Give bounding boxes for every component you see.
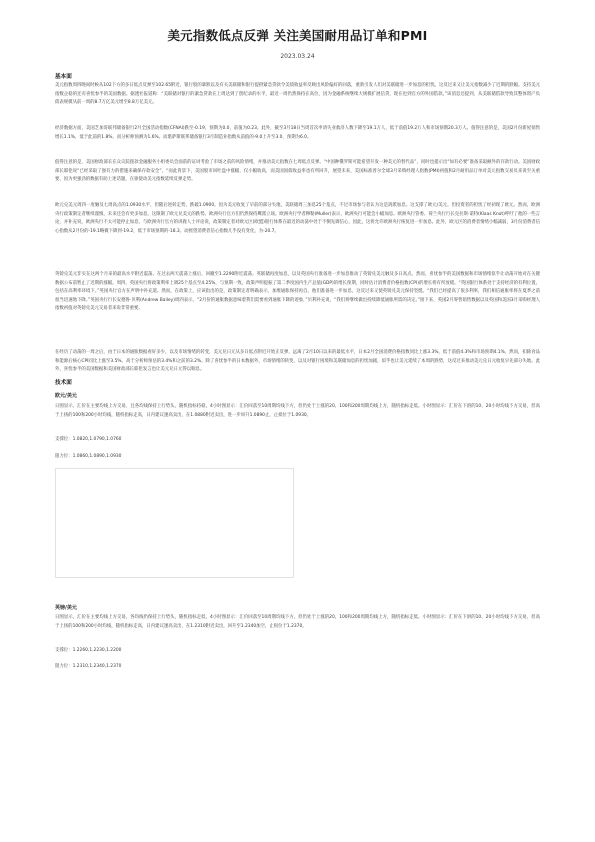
gbpusd-support-values: 1.2260,1.2230,1.2200 [72, 648, 122, 653]
eurusd-chart-placeholder [55, 468, 294, 578]
eurusd-resistance [55, 453, 121, 459]
eurusd-support-label: 支撑位： [55, 437, 73, 442]
technicals-heading: 技术面 [55, 380, 72, 386]
eurusd-description: 日图显示，汇价在主要均线上方交易，且各均线保持上行势头，随机指标持稳，4小时图显示：汇价回落至10周期均线下方，但仍处于上涨的20、100和200周期均线上方，随机指标走低。小时图显示：汇价在下滑的10、20小时均线下方交易，但高于上扬的100和200小时均线，随机指标走高，日内建议逢高卖出，在1.0880附近卖出，进一步回升1.0890止，止损位于1.0930。 [55, 404, 540, 418]
page-title: 美元指数低点反弹 关注美国耐用品订单和PMI [167, 28, 428, 43]
fundamentals-paragraph-4: 欧元兑美元周四一度触及七周高点的1.0930水平，但随后逆转走势，跌破1.0900。因为美元收复了早前的部分失地，美联储周三加息25个基点，不过市场参与者认为这是鸽派加息。这支撑了欧元/美元。但投资者的担忧了经初现了欧元。然而，欧洲央行政策制定者继续谨慎，未来还会有更多加息，这限制了欧元兑美元的跌势。欧洲央行官方们仍然保持鹰派立场。欧洲央行学者穆勒(Muller)表示，欧洲央行可能会小幅加息。欧洲央行管委、荷兰央行行长克拉斯·诺特(Klaas Knot)呼吁了他的一些言论，并补充说，欧洲央行不太可能停止加息，与欧洲央行官方的讲鹿人士评论说，政策制定者对欧元区(欧盟)银行体系在最近的动荡中处于不倒先调信心，因此，这将允许欧洲央行恢复进一步加息。此外，欧元区的消费者情绪小幅减弱，3月份消费者信心指数从2月份的-19.1略微下降到-19.2，低于市场预期的-18.3。动摇望消费者信心指数几乎没有变化，为-20.7。 [55, 203, 540, 234]
publish-date: 2023.03.24 [280, 53, 315, 60]
gbpusd-support-label: 支撑位： [55, 648, 73, 653]
gbpusd-resistance-values: 1.2310,1.2340,1.2370 [72, 664, 122, 669]
gbpusd-heading: 英镑/美元 [55, 605, 77, 611]
gbpusd-support [55, 647, 121, 653]
fundamentals-paragraph-2: 经济数据方面，美国芝加哥联邦储备银行2月全国活动指数(CFNAI)跌至-0.19，预期为0.0，前值为0.23。此外，截至3月18日当周首次申请失业救济人数下降至19.1万人，低于前值19.2万人和市场预期20.3万人。值得注意的是，美国2月份新屋销售增长1.1%，低于此前的1.8%，而分析师预测为1.6%。而堪萨斯联邦储备银行3月制造业指数从前值的-9.0上升至3.0，预期为6.0。 [55, 126, 540, 140]
eurusd-resistance-values: 1.0860,1.0890,1.0930 [72, 454, 122, 459]
eurusd-support [55, 436, 121, 442]
fundamentals-paragraph-1: 美元指数周四晚间时候从102下方的多日低点反弹至102.65附近，银行股的暴跌以及有关美联储和银行提供紧急贷款令美债收益率反映出风险偏好的回落，重新引发人们对美联储进一步加息的担忧。这反过来又让美元指数减少了近期的跌幅。支持美元指数企稳的还有喜忧参半的美国数据。据透社报道称：“美联储对银行的紧急贷款在上周达到了创纪录的水平，最近一周仍然保持在高位，因为金融系统继续大规模扩展信贷，现在也到官方的外国借款。”该消息还提到，从美联储借款导致其整体资产负债表规模从前一周的8.7万亿美元增至8.8万亿美元。 [55, 83, 540, 106]
eurusd-heading: 欧元/美元 [55, 393, 77, 399]
fundamentals-heading: 基本面 [55, 74, 72, 80]
gbpusd-description: 日图显示，汇价在主要均线上方交易，各均线仍保持上行势头，随机指标走低，4小时图显示：汇价回落至10周期均线下方，但仍处于上涨的20、100和200周期均线上方，随机指标走低。小时图显示：汇价在下滑的10、20小时均线下方交易，但高于上扬的100和200小时均线，随机指标走高，日内建议逢高卖出，在1.2310附近卖出，回升至1.2340加空，止损位于1.2370。 [55, 615, 540, 629]
fundamentals-paragraph-3: 值得注意的是，美国财政部长在众议院拨款金融服务小组委员会面前的证词考验了市场之前的风险情绪，并推动美元指数在七周低点反弹。“中国种俄罗斯可能希望开发一种美元的替代品”，同时也提示出“如有必要”准备采取额外的存款行动。美国财政部长耶伦说“已经采取了强有力的措施来确保存款安全”，“而此背景下，美国股市回吐盘中涨幅，仅小幅收高，而美国国债收益率也有所回升，展望未来，美国标准普尔全球3月采购经理人指数(PMI)初值和2月耐用品订单对美元指数交易员来说至关重要，因为更强劲的数据有助上述话题，在驱使动美元指数延续反弹走势。 [55, 160, 540, 183]
gbpusd-resistance [55, 663, 121, 669]
eurusd-resistance-label: 阻力位： [55, 454, 73, 459]
fundamentals-paragraph-6: 在经历了动荡的一周之后，由于日本的通胀数据看好多少，以及市场情绪的转变，美元兑日元从多日低点附近开始正反弹，远离了2月10日以来的最低水平，日本2月全国消费价格指数同比上涨3.3%，低于前值4.3%和市场预期4.1%，然而，扣除食品和能源后核心CPI同比上涨至3.5%，高于分析师预估的3.4%和之前的3.2%。除了喜忧参半的日本数据外，市场情绪的转变，以及对银行困境和美联储加息的担忧加剧，似乎也让美元延续了本周的跌势，这反过来推动美元兑日元收复早先部分失地。此外，喜忧参半的美国数据和美国财政部长耶伦发言也让美元兑日元得以喘息。 [55, 350, 540, 373]
eurusd-support-values: 1.0820,1.0790,1.0760 [72, 437, 122, 442]
fundamentals-paragraph-5: 英镑兑美元非实在这两个月来的最高水平附近震荡。在过去两天震荡上涨后，回撤至1.2290附近震荡。英联储再度加息，以及英国央行准备进一步加息推动了英镑兑美元触及多日高点。然而，喜忧参半的美国数据和市场情绪似乎让动荡开始对在关键数据公布前暂止了近期的涨幅。周四，英国央行将政策利率上调25个基点至4.25%，与预期一致，政策声明提振了第二季度国内生产总值(GDP)的增长预期，同时估计消费者价格指数(CPI)的增长将有所放缓。“英国银行体系处于支持经济的有利位置，包括在高利率环境下。”英国央行官方在声明中补充道。然而，在政策上，应该指出的是，政策制定者明确表示，加堆通胀保持再自。他们准备进一步加息，这反过来又使英镑兑美元保持坚挺。“我们已经提高了很多利率，我们相信通胀率将在夏季之前很当迅速地下降。”英国央行行长安德鲁·贝利(Andrew Bailey)周四表示，“2月份的通胀数据意味着我们需要看到通胀下降的迹象，”贝利补充说，“我们将继续做出持续降低通胀所需的决定。”接下来，英国2月零售销售数据以及英国和美国3月采购经理人指数初值对英镑兑美元交易者来说非常重要。 [55, 272, 540, 312]
gbpusd-resistance-label: 阻力位： [55, 664, 73, 669]
